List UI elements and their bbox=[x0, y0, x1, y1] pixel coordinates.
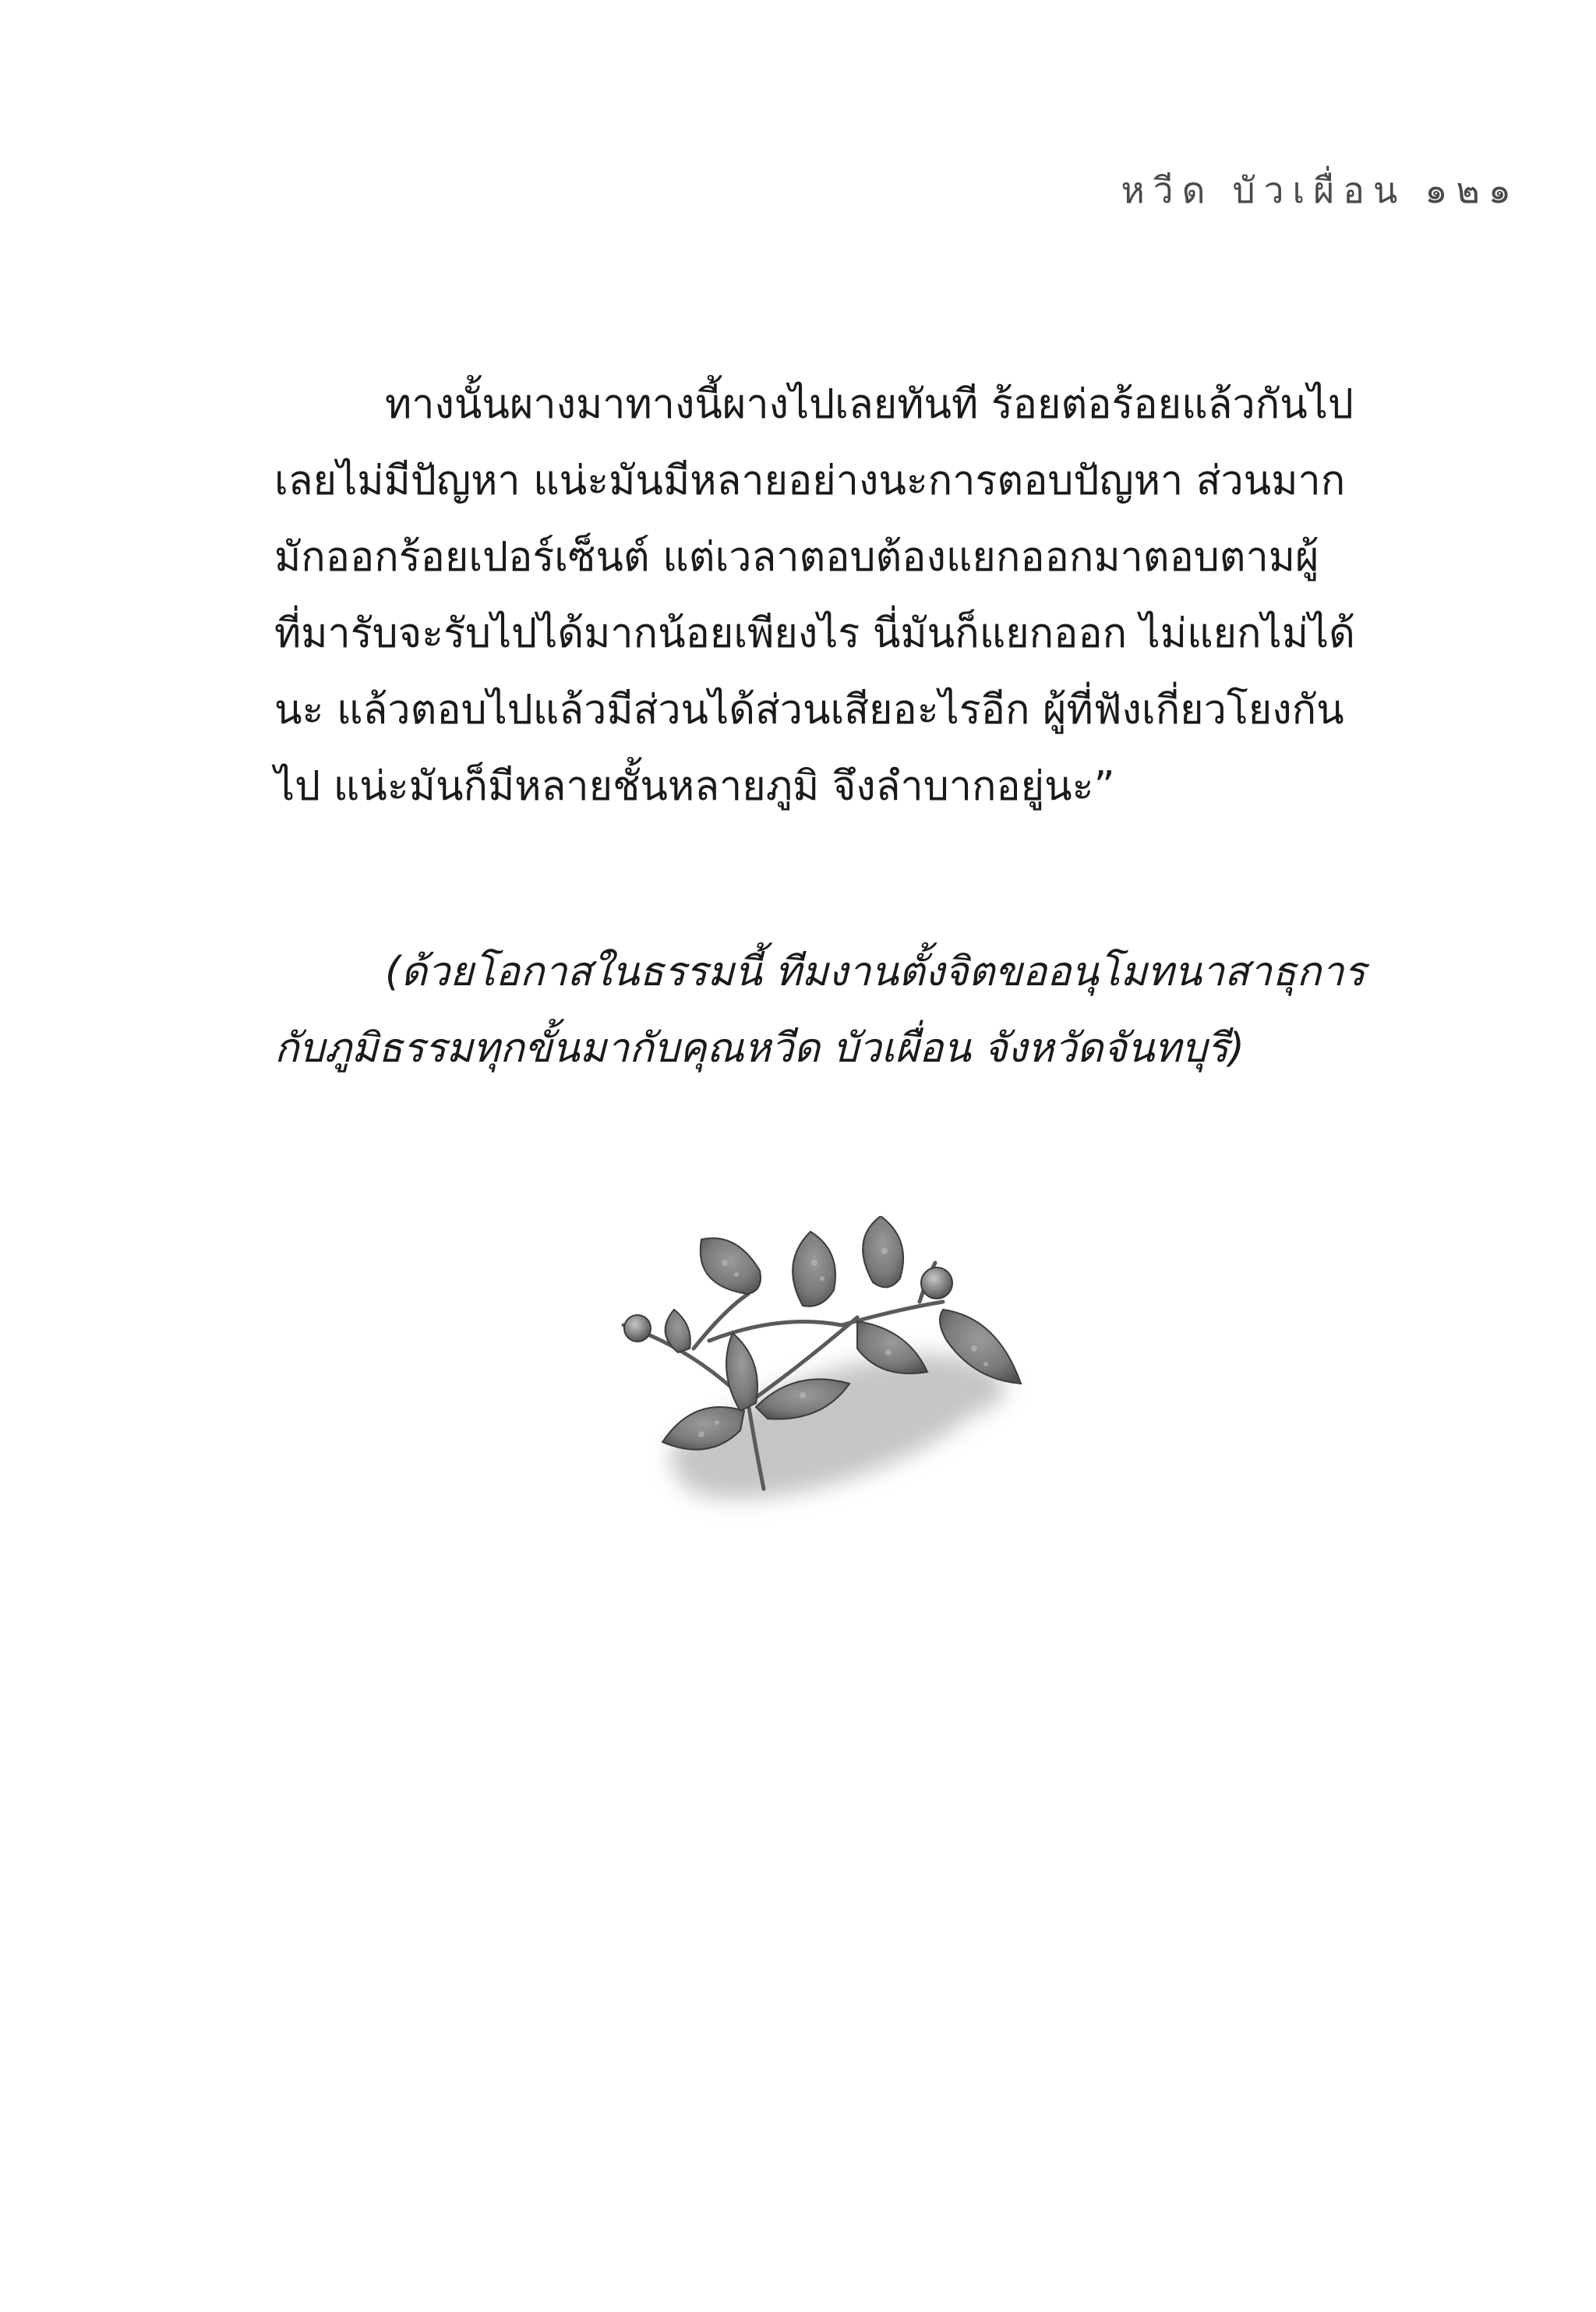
paragraph-line: มักออกร้อยเปอร์เซ็นต์ แต่เวลาตอบต้องแยกออกมาตอบตามผู้ bbox=[274, 534, 1319, 581]
main-paragraph bbox=[274, 366, 1373, 825]
credit-line: (ด้วยโอกาสในธรรมนี้ ทีมงานตั้งจิตขออนุโมทนาสาธุการ bbox=[385, 949, 1366, 995]
header-author-first: หวีด bbox=[1121, 169, 1214, 211]
paragraph-line: ที่มารับจะรับไปได้มากน้อยเพียงไร นี่มันก็แยกออก ไม่แยกไม่ได้ bbox=[274, 610, 1355, 657]
leaf-branch-illustration bbox=[600, 1216, 1036, 1528]
leaf-branch-icon bbox=[600, 1216, 1036, 1528]
leaf bbox=[793, 1232, 835, 1306]
paragraph-line: ทางนั้นผางมาทางนี้ผางไปเลยทันที ร้อยต่อร้อยแล้วกันไป bbox=[385, 381, 1354, 428]
berry bbox=[624, 1315, 651, 1342]
page-number: ๑๒๑ bbox=[1425, 169, 1520, 211]
leaf bbox=[701, 1238, 761, 1294]
berry bbox=[921, 1267, 952, 1299]
credit-line: กับภูมิธรรมทุกขั้นมากับคุณหวีด บัวเผื่อน จังหวัดจันทบุรี) bbox=[274, 1025, 1245, 1072]
credit-paragraph bbox=[274, 934, 1373, 1087]
paragraph-line: เลยไม่มีปัญหา แน่ะมันมีหลายอย่างนะการตอบปัญหา ส่วนมาก bbox=[274, 458, 1346, 504]
header-author-last: บัวเผื่อน bbox=[1232, 169, 1407, 211]
leaf bbox=[726, 1333, 757, 1411]
paragraph-line: นะ แล้วตอบไปแล้วมีส่วนได้ส่วนเสียอะไรอีก ผู้ที่ฟังเกี่ยวโยงกัน bbox=[274, 687, 1344, 734]
running-header bbox=[1121, 162, 1520, 219]
paragraph-line: ไป แน่ะมันก็มีหลายชั้นหลายภูมิ จึงลำบากอยู่นะ” bbox=[274, 763, 1115, 810]
